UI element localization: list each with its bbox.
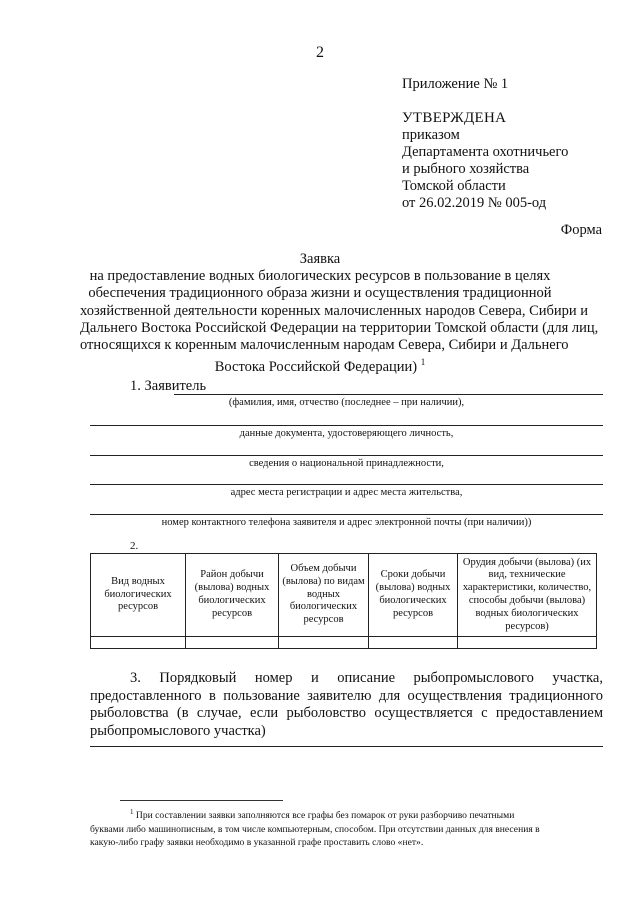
field-line-document[interactable]: [90, 425, 603, 426]
field-caption: (фамилия, имя, отчество (последнее – при наличии),: [228, 397, 465, 408]
approval-line: приказом: [402, 127, 460, 143]
approval-line: Томской области: [402, 178, 506, 194]
field-line-contacts[interactable]: [90, 514, 603, 515]
approval-line: и рыбного хозяйства: [402, 161, 530, 177]
column-header: Район добычи (вылова) водных биологических ресурсов: [186, 554, 279, 637]
table-header-row: [91, 554, 597, 637]
field-line-name[interactable]: [174, 394, 603, 395]
title-line: на предоставление водных биологических ресурсов в пользование в целях: [89, 268, 551, 285]
field-caption: адрес места регистрации и адрес места жительства,: [230, 487, 463, 498]
table-cell[interactable]: [186, 637, 279, 649]
field-line-address[interactable]: [90, 484, 603, 485]
table-cell[interactable]: [369, 637, 458, 649]
footnote-line: $^1$ При составлении заявки заполняются все графы без помарок от руки разборчиво печатными: [130, 808, 515, 822]
section3-text: 3. Порядковый номер и описание рыбопромыслового участка, предоставленного в пользование заявителю для осуществления традиционного рыболовства (в случае, если рыболовство осуществляется с предоставлением рыбопромыслового участка): [90, 670, 603, 739]
table-cell[interactable]: [458, 637, 597, 649]
page-number: 2: [316, 44, 324, 61]
title-line: относящихся к коренным малочисленным народам Севера, Сибири и Дальнего: [80, 337, 569, 354]
footnote-mark: 1: [130, 808, 134, 816]
column-header: Вид водных биологических ресурсов: [91, 554, 186, 637]
section2-label: 2.: [130, 540, 139, 552]
appendix-label: Приложение № 1: [402, 76, 509, 92]
field-caption: данные документа, удостоверяющего личность,: [239, 428, 454, 439]
column-header: Сроки добычи (вылова) водных биологических ресурсов: [369, 554, 458, 637]
table-cell[interactable]: [91, 637, 186, 649]
footnote: [90, 806, 603, 850]
section1-label: 1. Заявитель: [130, 378, 207, 394]
title-line: Дальнего Востока Российской Федерации на территории Томской области (для лиц,: [80, 319, 599, 336]
footnote-ref: 1: [420, 357, 426, 368]
approval-block: [402, 110, 568, 212]
field-caption: сведения о национальной принадлежности,: [249, 458, 444, 469]
document-title: [80, 251, 599, 376]
field-line-nationality[interactable]: [90, 455, 603, 456]
field-line-section3[interactable]: [90, 746, 603, 747]
footnote-separator: [120, 800, 283, 801]
form-label: Форма: [560, 222, 602, 238]
resources-table: [90, 553, 597, 649]
footnote-line: какую-либо графу заявки необходимо в указанной графе проставить слово «нет».: [90, 837, 424, 849]
title-line-last: Востока Российской Федерации) $^1$: [214, 357, 426, 376]
approval-line: Департамента охотничьего: [402, 144, 569, 160]
title-heading: Заявка: [299, 251, 341, 267]
footnote-line: буквами либо машинописным, в том числе компьютерным, способом. При отсутствии данных для внесения в: [90, 823, 540, 835]
approval-heading: УТВЕРЖДЕНА: [402, 110, 507, 126]
title-line: хозяйственной деятельности коренных малочисленных народов Севера, Сибири и: [80, 302, 589, 319]
title-line: обеспечения традиционного образа жизни и осуществления традиционной: [88, 285, 552, 302]
table-row[interactable]: [91, 637, 597, 649]
column-header: Объем добычи (вылова) по видам водных биологических ресурсов: [279, 554, 369, 637]
column-header: Орудия добычи (вылова) (их вид, технические характеристики, количество, способы добычи (вылова) водных биологических ресурсов): [458, 554, 597, 637]
approval-line: от 26.02.2019 № 005-од: [402, 195, 547, 211]
table-cell[interactable]: [279, 637, 369, 649]
field-caption: номер контактного телефона заявителя и адрес электронной почты (при наличии)): [161, 517, 532, 528]
